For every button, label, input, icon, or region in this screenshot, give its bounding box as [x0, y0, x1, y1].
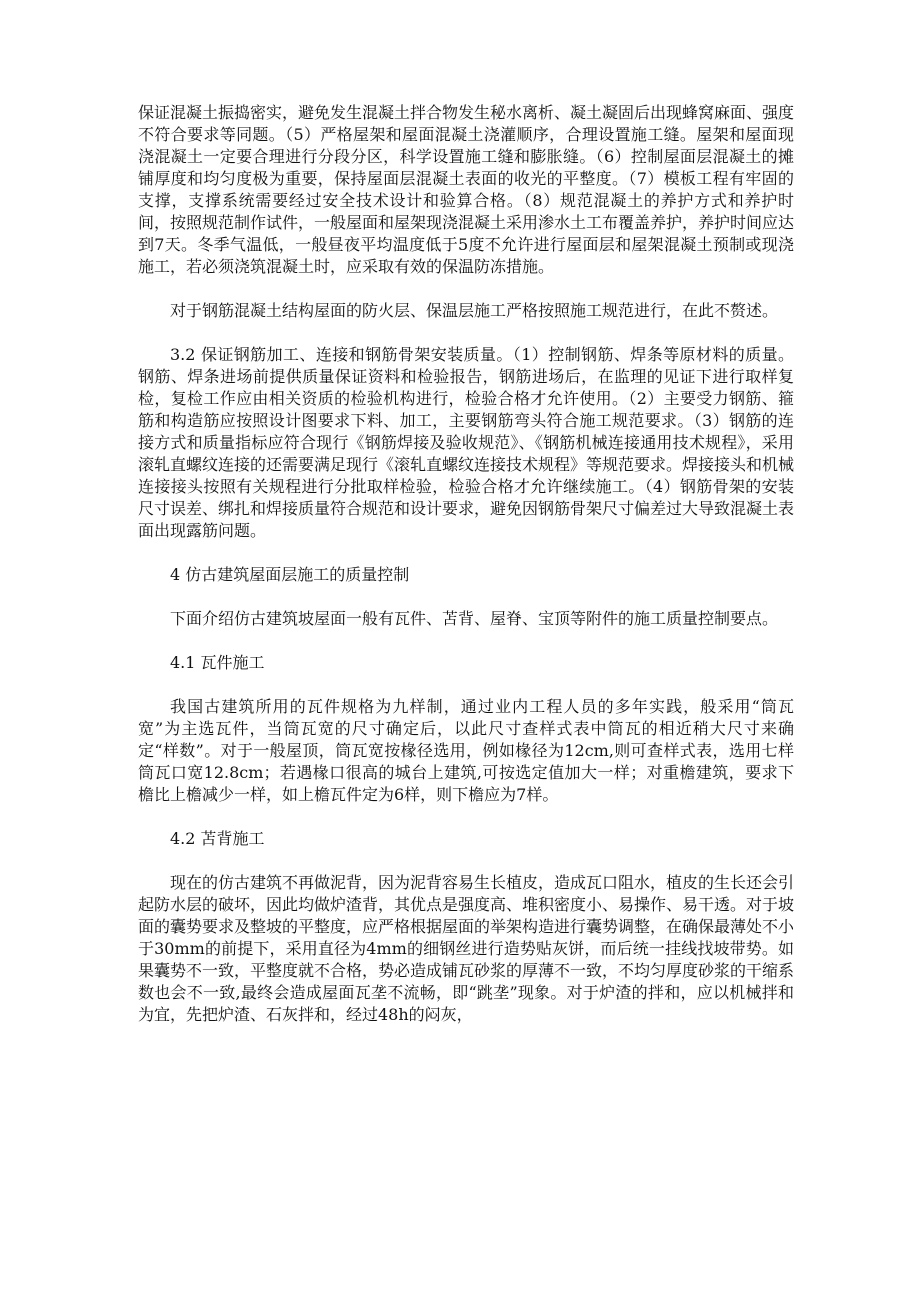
- paragraph-gap: [138, 586, 794, 608]
- paragraph-gap: [138, 674, 794, 696]
- paragraph-back-layer: 现在的仿古建筑不再做泥背，因为泥背容易生长植皮，造成瓦口阻水，植皮的生长还会引起防水层的破坏，因此均做炉渣背，其优点是强度高、堆积密度小、易操作、易干透。对于坡面的囊势要求及整坡的平整度，应严格根据屋面的举架构造进行囊势调整，在确保最薄处不小于30mm的前提下，采用直径为4mm的细钢丝进行造势贴灰饼，而后统一挂线找坡带势。如果囊势不一致，平整度就不合格，势必造成铺瓦砂浆的厚薄不一致，不均匀厚度砂浆的干缩系数也会不一致,最终会造成屋面瓦垄不流畅，即“跳垄”现象。对于炉渣的拌和，应以机械拌和为宜，先把炉渣、石灰拌和，经过48h的闷灰，: [138, 873, 795, 1024]
- paragraph-gap: [138, 278, 794, 300]
- paragraph-gap: [138, 850, 794, 872]
- paragraph-gap: [138, 542, 794, 564]
- paragraph-fireproof-layer: 对于钢筋混凝土结构屋面的防火层、保温层施工严格按照施工规范进行，在此不赘述。: [170, 301, 779, 320]
- paragraph-gap: [138, 322, 794, 344]
- paragraph-roof-intro: 下面介绍仿古建筑坡屋面一般有瓦件、苫背、屋脊、宝顶等附件的施工质量控制要点。: [170, 609, 779, 628]
- paragraph-concrete-control: 保证混凝土振捣密实，避免发生混凝土拌合物发生秘水离析、凝土凝固后出现蜂窝麻面、强度不符合要求等同题。（5）严格屋架和屋面混凝土浇灌顺序，合理设置施工缝。屋架和屋面现浇混凝土一定要合理进行分段分区，科学设置施工缝和膨胀缝。（6）控制屋面层混凝土的摊铺厚度和均匀度极为重要，保持屋面层混凝土表面的收光的平整度。（7）模板工程有牢固的支撑，支撑系统需要经过安全技术设计和验算合格。（8）规范混凝土的养护方式和养护时间，按照规范制作试件，一般屋面和屋架现浇混凝土采用渗水土工布覆盖养护，养护时间应达到7天。冬季气温低，一般昼夜平均温度低于5度不允许进行屋面层和屋架混凝土预制或现浇施工，若必须浇筑混凝土时，应采取有效的保温防冻措施。: [138, 103, 795, 276]
- paragraph-rebar-quality: 3.2 保证钢筋加工、连接和钢筋骨架安装质量。（1）控制钢筋、焊条等原材料的质量。钢筋、焊条进场前提供质量保证资料和检验报告，钢筋进场后，在监理的见证下进行取样复检，复检工作应由相关资质的检验机构进行，检验合格才允许使用。（2）主要受力钢筋、箍筋和构造筋应按照设计图要求下料、加工，主要钢筋弯头符合施工规范要求。（3）钢筋的连接方式和质量指标应符合现行《钢筋焊接及验收规范》、《钢筋机械连接通用技术规程》，采用滚轧直螺纹连接的还需要满足现行《滚轧直螺纹连接技术规程》等规范要求。焊接接头和机械连接接头按照有关规程进行分批取样检验，检验合格才允许继续施工。（4）钢筋骨架的安装尺寸误差、绑扎和焊接质量符合规范和设计要求，避免因钢筋骨架尺寸偏差过大导致混凝土表面出现露筋问题。: [138, 345, 795, 540]
- paragraph-tile-construction: 我国古建筑所用的瓦件规格为九样制，通过业内工程人员的多年实践，般采用“筒瓦宽”为主选瓦件，当筒瓦宽的尺寸确定后，以此尺寸查样式表中筒瓦的相近稍大尺寸来确定“样数”。对于一般屋顶，筒瓦宽按椽径选用，例如椽径为12cm,则可查样式表，选用七样筒瓦口宽12.8cm；若遇椽口很高的城台上建筑,可按选定值加大一样；对重檐建筑，要求下檐比上檐减少一样，如上檐瓦件定为6样，则下檐应为7样。: [138, 697, 794, 804]
- paragraph-gap: [138, 630, 794, 652]
- section-heading-4-1: 4.1 瓦件施工: [170, 653, 265, 672]
- section-heading-4: 4 仿古建筑屋面层施工的质量控制: [170, 565, 410, 584]
- document-body: [138, 102, 794, 1026]
- section-heading-4-2: 4.2 苫背施工: [170, 829, 265, 848]
- paragraph-gap: [138, 806, 794, 828]
